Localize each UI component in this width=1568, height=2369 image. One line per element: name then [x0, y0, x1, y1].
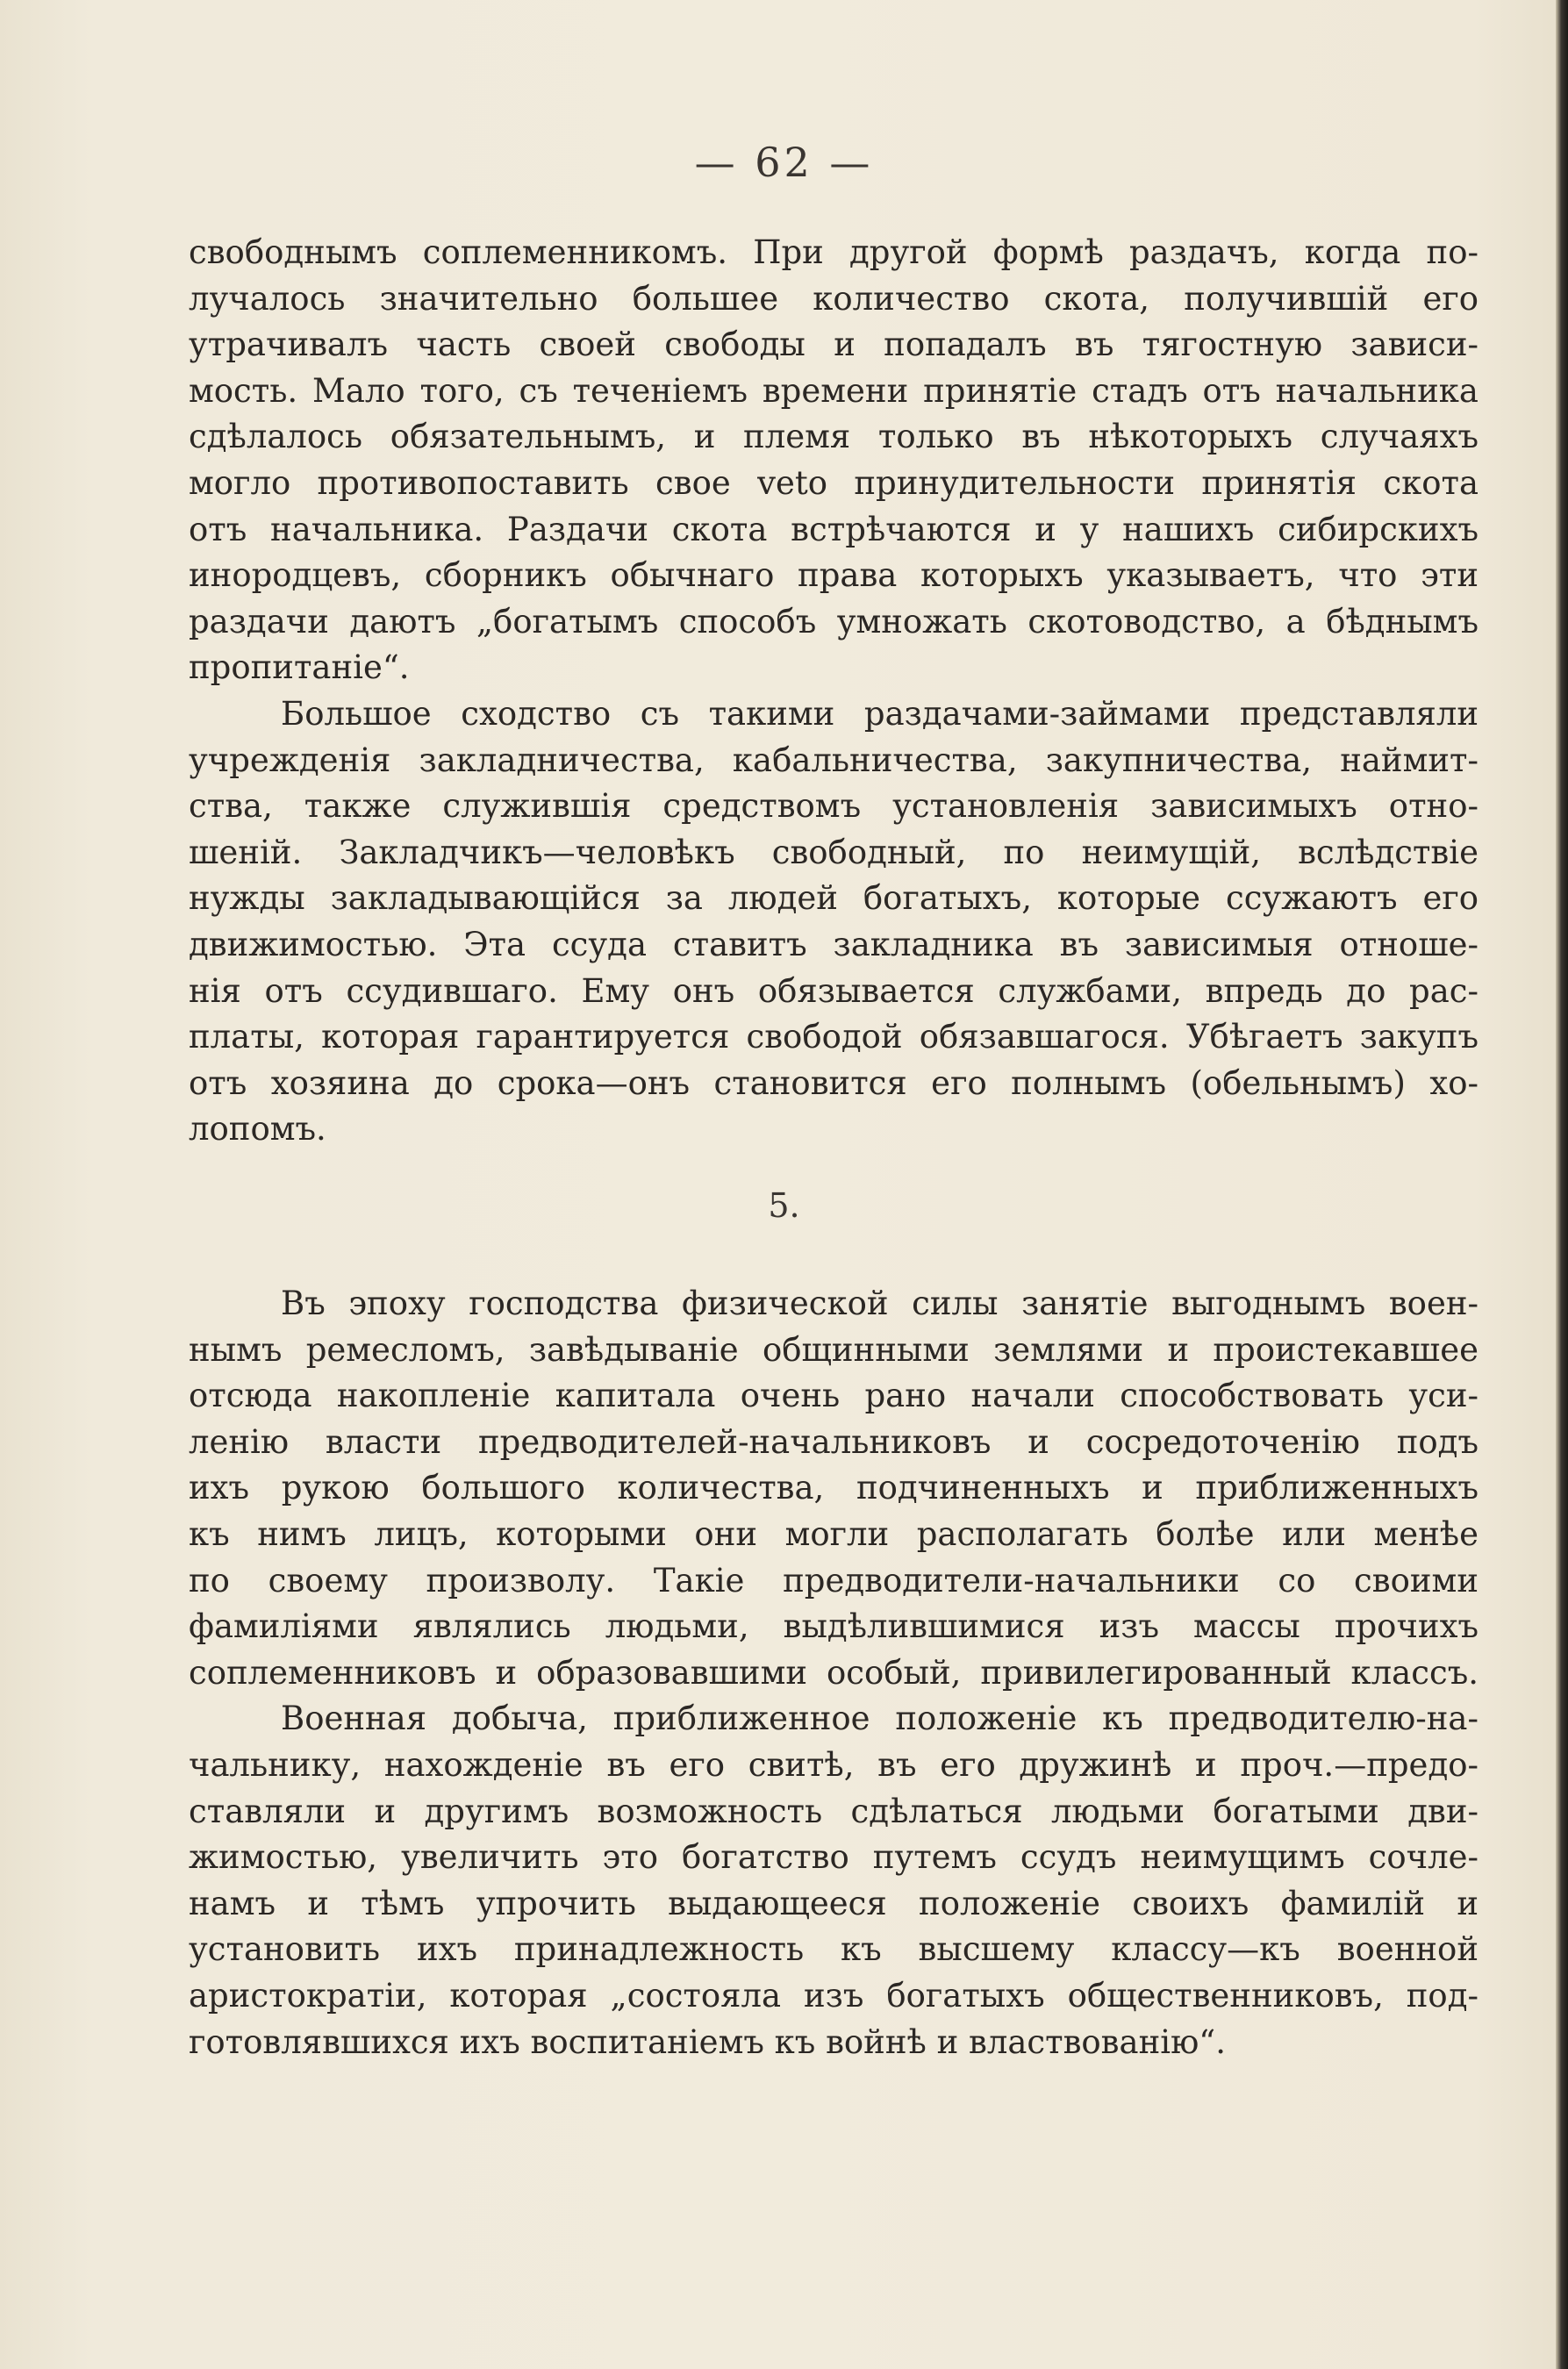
text-line: платы, которая гарантируется свободой обязавшагося. Убѣгаетъ закупъ: [189, 1018, 1479, 1056]
text-line: пропитаніе“.: [189, 648, 410, 687]
text-line: нія отъ ссудившаго. Ему онъ обязывается службами, впредь до рас-: [189, 971, 1479, 1010]
text-line: отъ хозяина до срока—онъ становится его полнымъ (обельнымъ) хо-: [189, 1063, 1479, 1102]
text-line: нужды закладывающійся за людей богатыхъ, которые ссужаютъ его: [189, 879, 1479, 918]
text-line: отсюда накопленіе капитала очень рано начали способствовать уси-: [189, 1377, 1479, 1415]
text-line: Военная добыча, приближенное положеніе къ предводителю-на-: [281, 1700, 1479, 1738]
text-line: лучалось значительно большее количество скота, получившій его: [189, 279, 1479, 318]
text-line: раздачи даютъ „богатымъ способъ умножать скотоводство, а бѣднымъ: [189, 602, 1479, 641]
text-line: аристократіи, которая „состояла изъ богатыхъ общественниковъ, под-: [189, 1976, 1479, 2015]
page-number: — 62 —: [694, 139, 874, 186]
text-line: чальнику, нахожденіе въ его свитѣ, въ его дружинѣ и проч.—предо-: [189, 1745, 1479, 1784]
text-line: нымъ ремесломъ, завѣдываніе общинными землями и проистекавшее: [189, 1330, 1479, 1369]
text-line: ставляли и другимъ возможность сдѣлаться людьми богатыми дви-: [189, 1792, 1479, 1830]
text-line: лопомъ.: [189, 1110, 326, 1149]
text-line: Большое сходство съ такими раздачами-займами представляли: [281, 694, 1479, 733]
text-line: отъ начальника. Раздачи скота встрѣчаются и у нашихъ сибирскихъ: [189, 510, 1479, 548]
text-block-upper: [189, 230, 1479, 1153]
text-line: сдѣлалось обязательнымъ, и племя только въ нѣкоторыхъ случаяхъ: [189, 418, 1479, 456]
text-line: соплеменниковъ и образовавшими особый, привилегированный классъ.: [189, 1653, 1479, 1692]
text-line: фамиліями являлись людьми, выдѣлившимися изъ массы прочихъ: [189, 1607, 1479, 1646]
text-block-lower: [189, 1281, 1479, 2065]
text-line: къ нимъ лицъ, которыми они могли располагать болѣе или менѣе: [189, 1514, 1479, 1553]
text-line: ихъ рукою большого количества, подчиненныхъ и приближенныхъ: [189, 1469, 1479, 1507]
text-line: учрежденія закладничества, кабальничества, закупничества, наймит-: [189, 741, 1479, 779]
section-number: 5.: [768, 1186, 800, 1225]
page-edge-shadow: [1556, 0, 1568, 2369]
text-line: свободнымъ соплеменникомъ. При другой формѣ раздачъ, когда по-: [189, 233, 1479, 271]
text-line: Въ эпоху господства физической силы занятіе выгоднымъ воен-: [281, 1285, 1479, 1322]
text-line: установить ихъ принадлежность къ высшему классу—къ военной: [189, 1930, 1479, 1969]
text-line: мость. Мало того, съ теченіемъ времени принятіе стадъ отъ начальника: [189, 371, 1479, 410]
text-line: намъ и тѣмъ упрочить выдающееся положеніе своихъ фамилій и: [189, 1884, 1479, 1922]
text-line: могло противопоставить свое veto принудительности принятія скота: [189, 463, 1479, 502]
text-line: по своему произволу. Такіе предводители-начальники со своими: [189, 1561, 1479, 1600]
text-line: инородцевъ, сборникъ обычнаго права которыхъ указываетъ, что эти: [189, 556, 1479, 595]
text-line: движимостью. Эта ссуда ставитъ закладника въ зависимыя отноше-: [189, 925, 1479, 963]
text-line: ленію власти предводителей-начальниковъ и сосредоточенію подъ: [189, 1422, 1479, 1461]
text-line: ства, также служившія средствомъ установленія зависимыхъ отно-: [189, 787, 1479, 826]
text-line: готовлявшихся ихъ воспитаніемъ къ войнѣ и властвованію“.: [189, 2022, 1226, 2061]
text-line: жимостью, увеличить это богатство путемъ ссудъ неимущимъ сочле-: [189, 1838, 1479, 1877]
text-line: утрачивалъ часть своей свободы и попадалъ въ тягостную зависи-: [189, 326, 1479, 364]
text-line: шеній. Закладчикъ—человѣкъ свободный, по неимущій, вслѣдствіе: [189, 833, 1479, 871]
